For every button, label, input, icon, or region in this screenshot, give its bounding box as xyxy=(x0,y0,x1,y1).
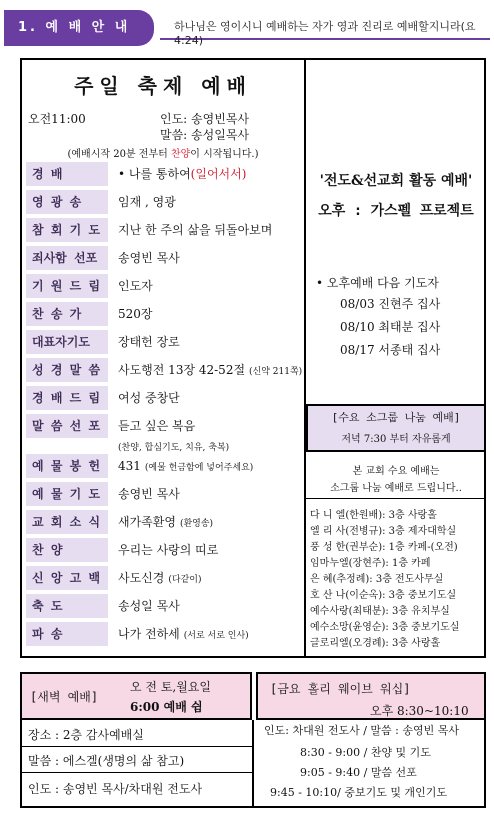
order-value xyxy=(118,218,272,242)
order-value-text: 지난 한 주의 삶을 뒤돌아보며 xyxy=(118,223,273,237)
order-value xyxy=(118,510,213,534)
order-value xyxy=(118,274,153,298)
order-label: 예 물 기 도 xyxy=(26,482,108,506)
group-item: 예수소망(윤영순): 3층 중보기도실 xyxy=(310,622,460,633)
order-value-note: (다같이) xyxy=(168,575,202,585)
order-value-text: 듣고 싶은 복음 xyxy=(118,419,196,433)
wednesday-time: 저녁 7:30 부터 자유롭게 xyxy=(341,434,451,445)
order-value xyxy=(118,246,180,270)
group-item: 풍 성 한(권부순): 1층 카페-(오전) xyxy=(310,542,458,553)
order-label: 말 씀 선 포 xyxy=(26,414,108,438)
main-divider xyxy=(304,58,306,658)
order-value-text: 나가 전하세 xyxy=(118,627,180,641)
prayer-head: • 오후예배 다음 기도자 xyxy=(316,276,439,290)
order-value xyxy=(118,566,201,590)
order-value-text: 인도자 xyxy=(118,279,153,293)
sunday-lead: 인도: 송영빈목사 xyxy=(160,112,250,126)
sunday-sermon: 말씀: 송성일목사 xyxy=(160,128,250,142)
order-value xyxy=(118,622,249,646)
order-value-text: 사도신경 xyxy=(118,571,165,585)
group-item: 엘 리 사(전병규): 3층 제자대학실 xyxy=(310,526,457,537)
order-value xyxy=(118,330,180,354)
dawn-sermon: 말씀 : 에스겔(생명의 삶 참고) xyxy=(28,754,185,768)
friday-time: 오후 8:30~10:10 xyxy=(370,704,469,718)
order-label: 영 광 송 xyxy=(26,190,108,214)
friday-lead: 인도: 차대원 전도사 / 말씀 : 송영빈 목사 xyxy=(264,724,459,737)
order-label: 참 회 기 도 xyxy=(26,218,108,242)
dawn-time1: 오 전 토,월요일 xyxy=(130,680,211,694)
dawn-rule xyxy=(20,772,252,773)
prayer-item: 08/17 서종태 집사 xyxy=(340,343,441,357)
order-value xyxy=(118,454,253,478)
dawn-time2: 6:00 예배 쉼 xyxy=(130,700,203,714)
order-value-highlight: (일어서서) xyxy=(190,167,247,181)
order-label: 파 송 xyxy=(26,622,108,646)
evangelism-subtitle: 오후 : 가스펠 프로젝트 xyxy=(318,203,474,219)
friday-item: 9:05 - 9:40 / 말씀 선포 xyxy=(300,766,417,779)
order-value-text: 임재 , 영광 xyxy=(118,195,176,209)
note-highlight: 찬양 xyxy=(170,149,191,160)
prayer-item: 08/03 진현주 집사 xyxy=(340,297,441,311)
order-value-text: 장태헌 장로 xyxy=(118,335,180,349)
order-value-text: 우리는 사랑의 띠로 xyxy=(118,543,219,557)
group-item: 은 혜(추정례): 3층 전도사무실 xyxy=(310,574,444,585)
order-label: 기 원 드 림 xyxy=(26,274,108,298)
group-item: 임마누엘(장현주): 1층 카페 xyxy=(310,558,431,569)
order-value-text: 새가족환영 xyxy=(118,515,176,529)
wednesday-desc: 소그룹 나눔 예배로 드립니다.. xyxy=(330,483,462,494)
friday-item: 9:45 - 10:10/ 중보기도 및 개인기도 xyxy=(270,786,447,799)
response-note: (찬양, 합심기도, 치유, 축복) xyxy=(118,443,230,453)
bottom-rule xyxy=(20,720,22,808)
friday-item: 8:30 - 9:00 / 찬양 및 기도 xyxy=(300,746,431,759)
order-label: 성 경 말 씀 xyxy=(26,358,108,382)
order-value xyxy=(118,414,195,438)
order-value-text: 여성 중창단 xyxy=(118,391,180,405)
order-value-text: 송영빈 목사 xyxy=(118,251,180,265)
dawn-place: 장소 : 2층 감사예배실 xyxy=(28,728,144,742)
order-label: 예 물 봉 헌 xyxy=(26,454,108,478)
order-label: 경 배 드 림 xyxy=(26,386,108,410)
note-post: 이 시작됩니다.) xyxy=(190,149,259,160)
sunday-title: 주일 축제 예배 xyxy=(74,74,252,98)
order-label: 신 앙 고 백 xyxy=(26,566,108,590)
section-tag: 1. 예 배 안 내 xyxy=(4,10,154,46)
order-value xyxy=(118,358,302,382)
order-value-text: 520장 xyxy=(118,307,153,321)
order-value-text: 사도행전 13장 42-52절 xyxy=(118,363,246,377)
order-label: 축 도 xyxy=(26,594,108,618)
order-label: 죄사함 선포 xyxy=(26,246,108,270)
dawn-lead: 인도 : 송영빈 목사/차대원 전도사 xyxy=(28,782,203,796)
order-value xyxy=(118,386,180,410)
bottom-rule xyxy=(252,720,254,808)
order-value xyxy=(118,482,180,506)
order-value-note: (서로 서로 인사) xyxy=(183,631,249,641)
wednesday-rule xyxy=(304,498,486,499)
order-label: 찬 송 가 xyxy=(26,302,108,326)
header-verse: 하나님은 영이시니 예배하는 자가 영과 진리로 예배할지니라(요 4:24) xyxy=(174,20,476,47)
order-label: 찬 양 xyxy=(26,538,108,562)
wednesday-title: [수요 소그룹 나눔 예배] xyxy=(331,411,461,424)
order-value xyxy=(118,162,246,186)
group-item: 호 산 나(이순옥): 3층 중보기도실 xyxy=(310,590,457,601)
order-value-text: 송성일 목사 xyxy=(118,599,180,613)
dawn-title: [새벽 예배] xyxy=(30,690,99,704)
bottom-rule xyxy=(484,720,486,808)
order-value xyxy=(118,190,176,214)
order-value-text: 송영빈 목사 xyxy=(118,487,180,501)
order-value-text: 431 xyxy=(118,459,141,473)
order-value xyxy=(118,594,180,618)
sunday-time: 오전11:00 xyxy=(28,112,86,126)
evangelism-title: '전도&선교회 활동 예배' xyxy=(319,173,473,189)
group-item: 글로리엘(오경례): 3층 사랑홀 xyxy=(310,638,441,649)
sunday-note xyxy=(22,145,304,160)
order-value-note: (환영송) xyxy=(179,519,214,529)
order-value-note: (신약 211쪽) xyxy=(249,367,303,377)
dawn-rule xyxy=(20,746,252,747)
order-value-note: (예물 헌금함에 넣어주세요) xyxy=(144,463,254,473)
order-value-text: • 나를 통하여 xyxy=(118,167,191,181)
group-item: 예수사랑(최태분): 3층 유치부실 xyxy=(310,606,450,617)
wednesday-desc: 본 교회 수요 예배는 xyxy=(352,466,440,477)
note-pre: (예배시작 20분 전부터 xyxy=(67,149,171,160)
prayer-item: 08/10 최태분 집사 xyxy=(340,320,441,334)
order-value xyxy=(118,302,153,326)
order-label: 교 회 소 식 xyxy=(26,510,108,534)
bottom-rule xyxy=(20,806,486,808)
friday-title: [금요 홀리 웨이브 워십] xyxy=(270,682,411,696)
order-value xyxy=(118,538,218,562)
order-label: 대표자기도 xyxy=(26,330,108,354)
group-item: 다 니 엘(한원배): 3층 사랑홀 xyxy=(310,510,437,521)
order-label: 경 배 xyxy=(26,162,108,186)
